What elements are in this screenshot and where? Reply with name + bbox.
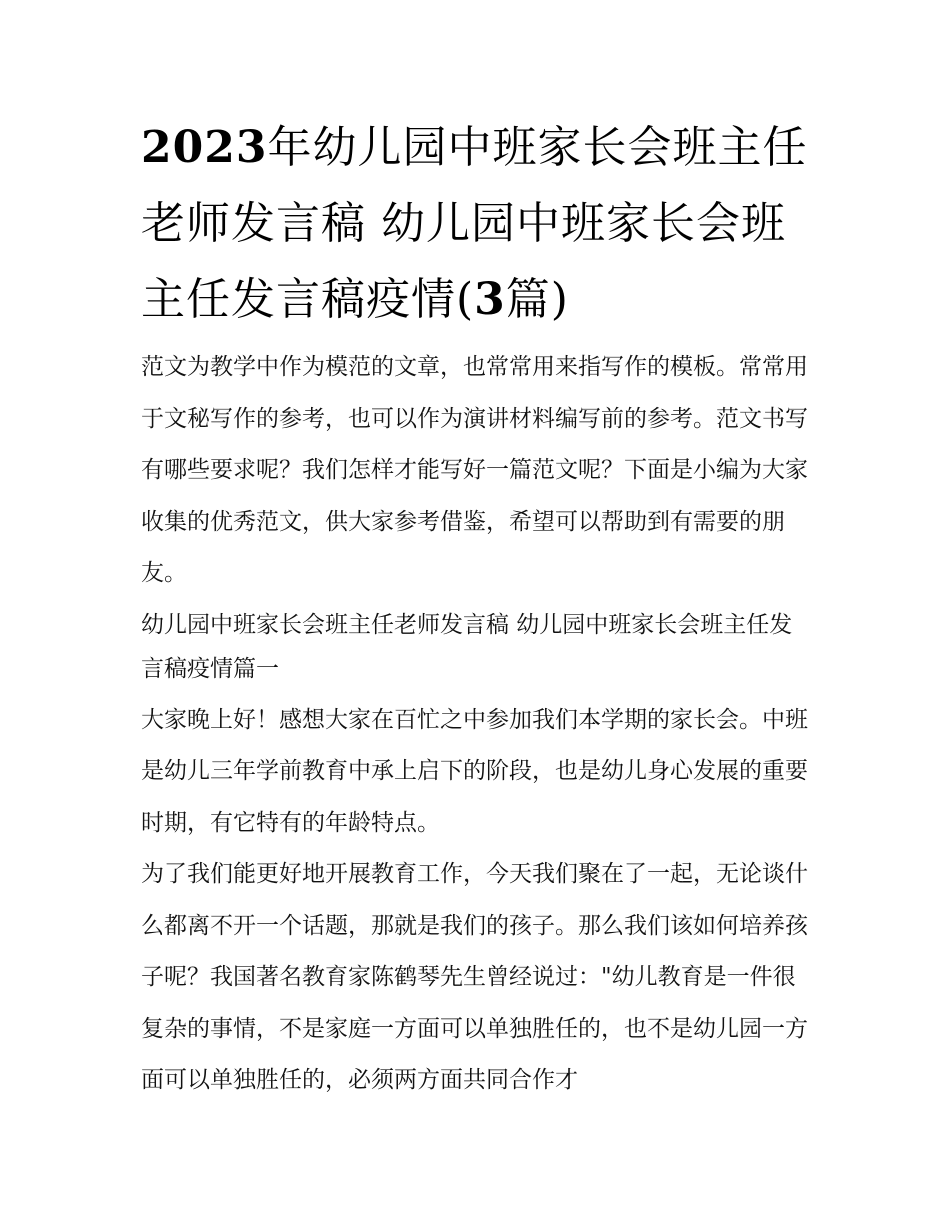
document-title (141, 110, 813, 338)
title-year: 2023 (141, 122, 268, 173)
title-text-end: 篇) (505, 274, 569, 325)
section-heading: 幼儿园中班家长会班主任老师发言稿 幼儿园中班家长会班主任发言稿疫情篇一 (141, 611, 793, 682)
title-count: 3 (474, 274, 506, 325)
intro-paragraph: 范文为教学中作为模范的文章，也常常用来指写作的模板。常常用于文秘写作的参考，也可以作为演讲材料编写前的参考。范文书写有哪些要求呢？我们怎样才能写好一篇范文呢？下面是小编为大家收集的优秀范文，供大家参考借鉴，希望可以帮助到有需要的朋友。 (141, 354, 808, 586)
title-text-main: 年幼儿园中班家长会班主任老师发言稿 幼儿园中班家长会班主任发言稿疫情( (141, 122, 808, 325)
body-paragraph-1: 大家晚上好！感想大家在百忙之中参加我们本学期的家长会。中班是幼儿三年学前教育中承上启下的阶段，也是幼儿身心发展的重要时期，有它特有的年龄特点。 (141, 706, 808, 836)
section-heading-wrap (141, 603, 813, 691)
body-paragraph-2: 为了我们能更好地开展教育工作，今天我们聚在了一起，无论谈什么都离不开一个话题，那就是我们的孩子。那么我们该如何培养孩子呢？我国著名教育家陈鹤琴先生曾经说过："幼儿教育是一件很复杂的事情，不是家庭一方面可以单独胜任的，也不是幼儿园一方面可以单独胜任的，必须两方面共同合作才 (141, 861, 808, 1093)
document-body (141, 110, 813, 1107)
